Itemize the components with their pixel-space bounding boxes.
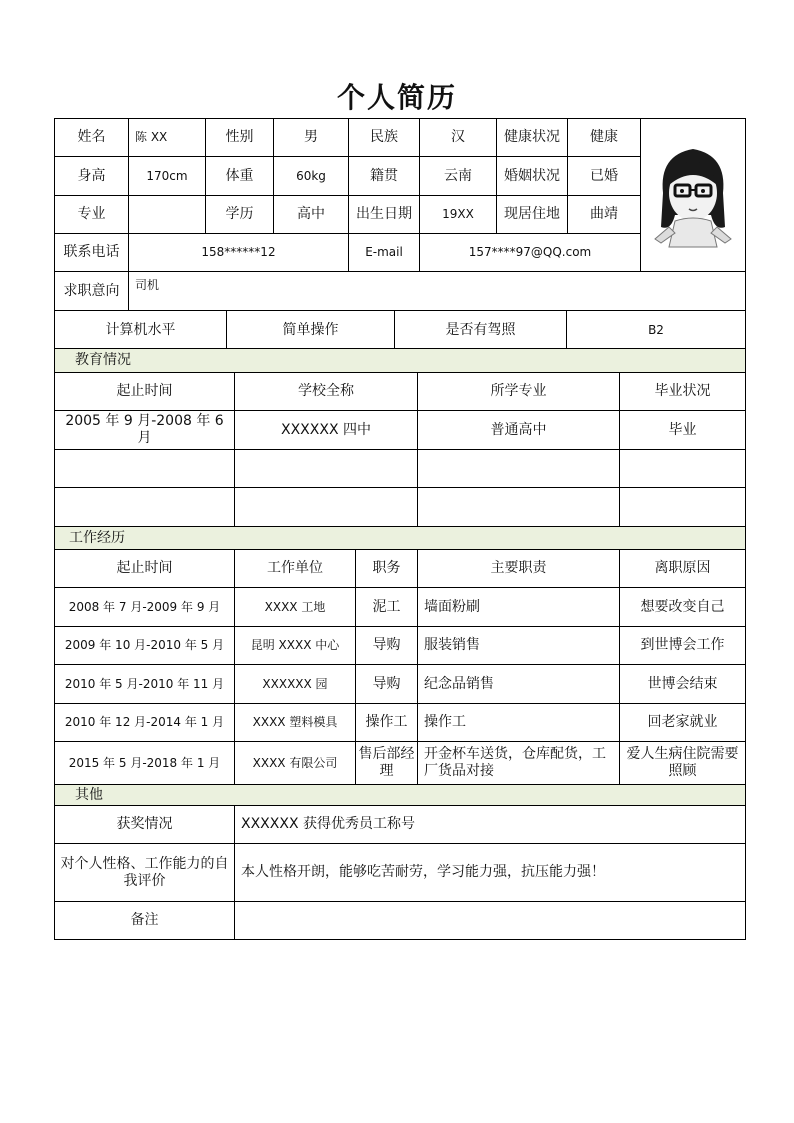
avatar-eye-left — [680, 189, 684, 193]
work-heading: 工作经历 — [55, 527, 746, 550]
basic-info-table — [54, 118, 746, 311]
skills-table — [54, 310, 746, 350]
other-heading: 其他 — [55, 785, 746, 806]
table-row — [55, 411, 746, 450]
native-value: 云南 — [420, 157, 497, 196]
photo-cell — [641, 119, 746, 272]
work-period: 2009 年 10 月-2010 年 5 月 — [55, 627, 235, 665]
edu-status — [620, 450, 746, 488]
education-table — [54, 348, 746, 527]
gender-label: 性别 — [206, 119, 274, 157]
table-row — [55, 742, 746, 785]
weight-label: 体重 — [206, 157, 274, 196]
table-row — [55, 588, 746, 627]
work-duties: 开金杯车送货，仓库配货，工厂货品对接 — [418, 742, 620, 785]
edu-status — [620, 488, 746, 527]
birth-value: 19XX — [420, 196, 497, 234]
edu-header-school: 学校全称 — [235, 373, 418, 411]
work-header-reason: 离职原因 — [620, 550, 746, 588]
work-period: 2015 年 5 月-2018 年 1 月 — [55, 742, 235, 785]
work-employer: XXXX 有限公司 — [235, 742, 356, 785]
name-value: 陈 XX — [129, 119, 206, 157]
marital-value: 已婚 — [568, 157, 641, 196]
phone-label: 联系电话 — [55, 234, 129, 272]
work-position: 泥工 — [356, 588, 418, 627]
avatar-body — [669, 218, 717, 247]
work-position: 导购 — [356, 627, 418, 665]
major-label: 专业 — [55, 196, 129, 234]
work-position: 导购 — [356, 665, 418, 704]
edu-header-period: 起止时间 — [55, 373, 235, 411]
gender-value: 男 — [274, 119, 349, 157]
notes-label: 备注 — [55, 902, 235, 940]
work-period: 2008 年 7 月-2009 年 9 月 — [55, 588, 235, 627]
edu-school — [235, 450, 418, 488]
other-table — [54, 784, 746, 940]
page-title: 个人简历 — [336, 81, 457, 114]
education-heading: 教育情况 — [55, 349, 746, 373]
table-row — [55, 488, 746, 527]
work-employer: 昆明 XXXX 中心 — [235, 627, 356, 665]
height-label: 身高 — [55, 157, 129, 196]
work-table — [54, 526, 746, 785]
license-label: 是否有驾照 — [395, 311, 567, 350]
marital-label: 婚姻状况 — [497, 157, 568, 196]
notes-value — [235, 902, 746, 940]
table-row — [55, 627, 746, 665]
edu-period: 2005 年 9 月-2008 年 6 月 — [55, 411, 235, 450]
work-header-employer: 工作单位 — [235, 550, 356, 588]
ethnicity-label: 民族 — [349, 119, 420, 157]
work-header-position: 职务 — [356, 550, 418, 588]
table-row — [55, 665, 746, 704]
avatar-eye-right — [701, 189, 705, 193]
work-position: 操作工 — [356, 704, 418, 742]
computer-value: 简单操作 — [227, 311, 395, 350]
work-reason: 想要改变自己 — [620, 588, 746, 627]
work-reason: 世博会结束 — [620, 665, 746, 704]
work-period: 2010 年 12 月-2014 年 1 月 — [55, 704, 235, 742]
major-value — [129, 196, 206, 234]
work-reason: 到世博会工作 — [620, 627, 746, 665]
intent-value: 司机 — [129, 272, 746, 311]
health-value: 健康 — [568, 119, 641, 157]
weight-value: 60kg — [274, 157, 349, 196]
edu-school: XXXXXX 四中 — [235, 411, 418, 450]
work-reason: 爱人生病住院需要照顾 — [620, 742, 746, 785]
edu-period — [55, 450, 235, 488]
native-label: 籍贯 — [349, 157, 420, 196]
work-duties: 纪念品销售 — [418, 665, 620, 704]
edu-header-status: 毕业状况 — [620, 373, 746, 411]
work-employer: XXXX 塑料模具 — [235, 704, 356, 742]
license-value: B2 — [567, 311, 746, 350]
work-duties: 墙面粉刷 — [418, 588, 620, 627]
phone-value: 158******12 — [129, 234, 349, 272]
ethnicity-value: 汉 — [420, 119, 497, 157]
work-header-duties: 主要职责 — [418, 550, 620, 588]
awards-value: XXXXXX 获得优秀员工称号 — [235, 806, 746, 844]
edu-header-major: 所学专业 — [418, 373, 620, 411]
work-duties: 服装销售 — [418, 627, 620, 665]
self-eval-label: 对个人性格、工作能力的自我评价 — [55, 844, 235, 902]
work-period: 2010 年 5 月-2010 年 11 月 — [55, 665, 235, 704]
edu-school — [235, 488, 418, 527]
table-row — [55, 704, 746, 742]
intent-label: 求职意向 — [55, 272, 129, 311]
edu-major: 普通高中 — [418, 411, 620, 450]
edu-major — [418, 450, 620, 488]
height-value: 170cm — [129, 157, 206, 196]
edu-status: 毕业 — [620, 411, 746, 450]
work-duties: 操作工 — [418, 704, 620, 742]
self-eval-value: 本人性格开朗，能够吃苦耐劳，学习能力强，抗压能力强！ — [235, 844, 746, 902]
work-position: 售后部经理 — [356, 742, 418, 785]
health-label: 健康状况 — [497, 119, 568, 157]
edu-major — [418, 488, 620, 527]
education-label: 学历 — [206, 196, 274, 234]
computer-label: 计算机水平 — [55, 311, 227, 350]
birth-label: 出生日期 — [349, 196, 420, 234]
education-value: 高中 — [274, 196, 349, 234]
avatar — [645, 135, 741, 255]
work-employer: XXXX 工地 — [235, 588, 356, 627]
email-value: 157****97@QQ.com — [420, 234, 641, 272]
email-label: E-mail — [349, 234, 420, 272]
name-label: 姓名 — [55, 119, 129, 157]
work-employer: XXXXXX 园 — [235, 665, 356, 704]
residence-value: 曲靖 — [568, 196, 641, 234]
awards-label: 获奖情况 — [55, 806, 235, 844]
work-reason: 回老家就业 — [620, 704, 746, 742]
work-header-period: 起止时间 — [55, 550, 235, 588]
table-row — [55, 450, 746, 488]
residence-label: 现居住地 — [497, 196, 568, 234]
edu-period — [55, 488, 235, 527]
